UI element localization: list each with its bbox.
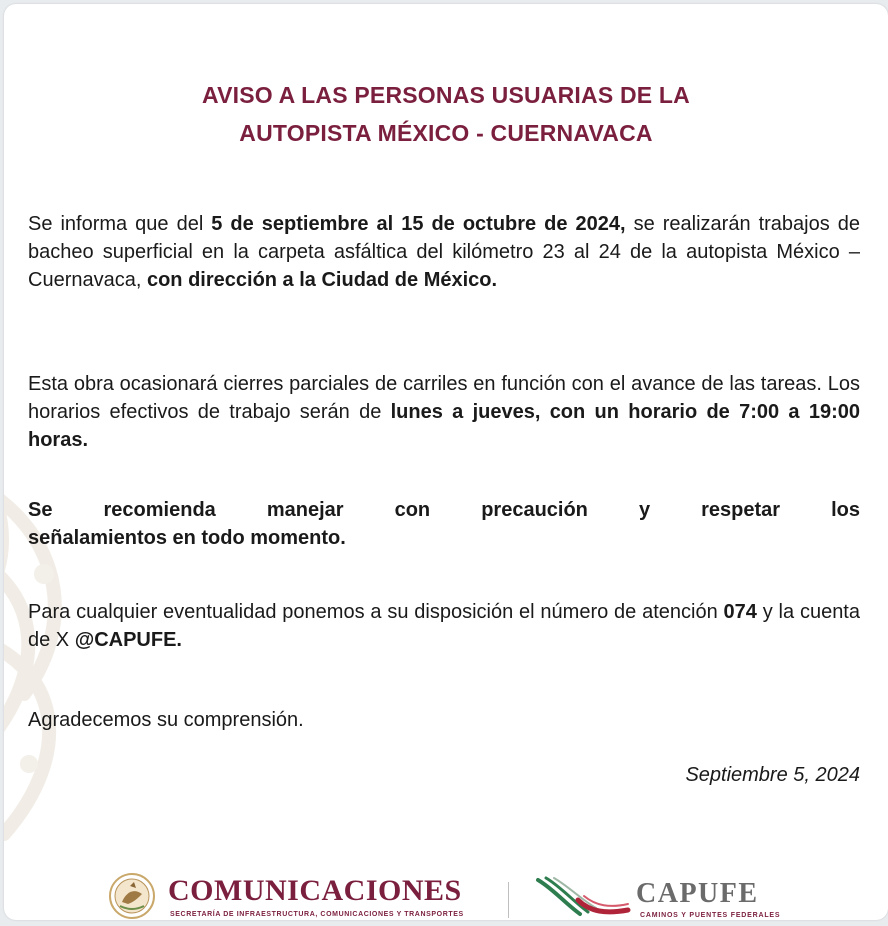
notice-card: [4, 4, 888, 920]
paragraph-thanks-text: Agradecemos su comprensión.: [28, 709, 304, 731]
footer-divider: [508, 882, 509, 918]
paragraph-contact: [28, 598, 860, 654]
paragraph-recommendation: [28, 496, 860, 552]
mexico-seal-icon: [104, 872, 162, 920]
paragraph-dates-bold-1: 5 de septiembre al 15 de octubre de 2024,: [211, 213, 626, 235]
paragraph-contact-text-1: Para cualquier eventualidad ponemos a su disposición el número de atención: [28, 601, 724, 623]
contact-x-account: @CAPUFE.: [74, 629, 182, 651]
paragraph-thanks: [28, 706, 860, 734]
capufe-stripes-icon: [532, 874, 632, 918]
paragraph-dates-text-2: se realizarán trabajos de bacheo superficial en la carpeta asfáltica del kilómetro 23 al 24 de la autopista México – Cuernavaca,: [28, 213, 861, 291]
capufe-wordmark: CAPUFE: [636, 878, 759, 909]
paragraph-schedule-bold-1: lunes a jueves, con un horario de 7:00 a 19:00 horas.: [28, 401, 860, 451]
notice-title: [4, 76, 888, 152]
comunicaciones-wordmark: COMUNICACIONES: [168, 874, 462, 907]
paragraph-recommendation-line-2: señalamientos en todo momento.: [28, 527, 346, 549]
paragraph-dates: [28, 210, 860, 294]
comunicaciones-subtitle: SECRETARÍA DE INFRAESTRUCTURA, COMUNICACIONES Y TRANSPORTES: [170, 911, 464, 918]
paragraph-dates-text-1: Se informa que del: [28, 213, 212, 235]
paragraph-schedule: [28, 370, 860, 454]
notice-title-line-2: AUTOPISTA MÉXICO - CUERNAVACA: [239, 120, 653, 146]
paragraph-contact-text-2: y la cuenta de X: [28, 601, 860, 651]
contact-phone-number: 074: [723, 601, 757, 623]
paragraph-recommendation-line-1: Se recomienda manejar con precaución y respetar los: [28, 499, 860, 521]
capufe-subtitle: CAMINOS Y PUENTES FEDERALES: [640, 912, 781, 919]
paragraph-dates-bold-2: con dirección a la Ciudad de México.: [146, 269, 498, 291]
paragraph-schedule-text-1: Esta obra ocasionará cierres parciales de carriles en función con el avance de las tareas. Los horarios efectivos de trabajo serán de: [28, 373, 860, 423]
footer-logos: [104, 870, 804, 920]
notice-title-line-1: AVISO A LAS PERSONAS USUARIAS DE LA: [202, 82, 690, 108]
notice-date: Septiembre 5, 2024: [685, 764, 860, 786]
